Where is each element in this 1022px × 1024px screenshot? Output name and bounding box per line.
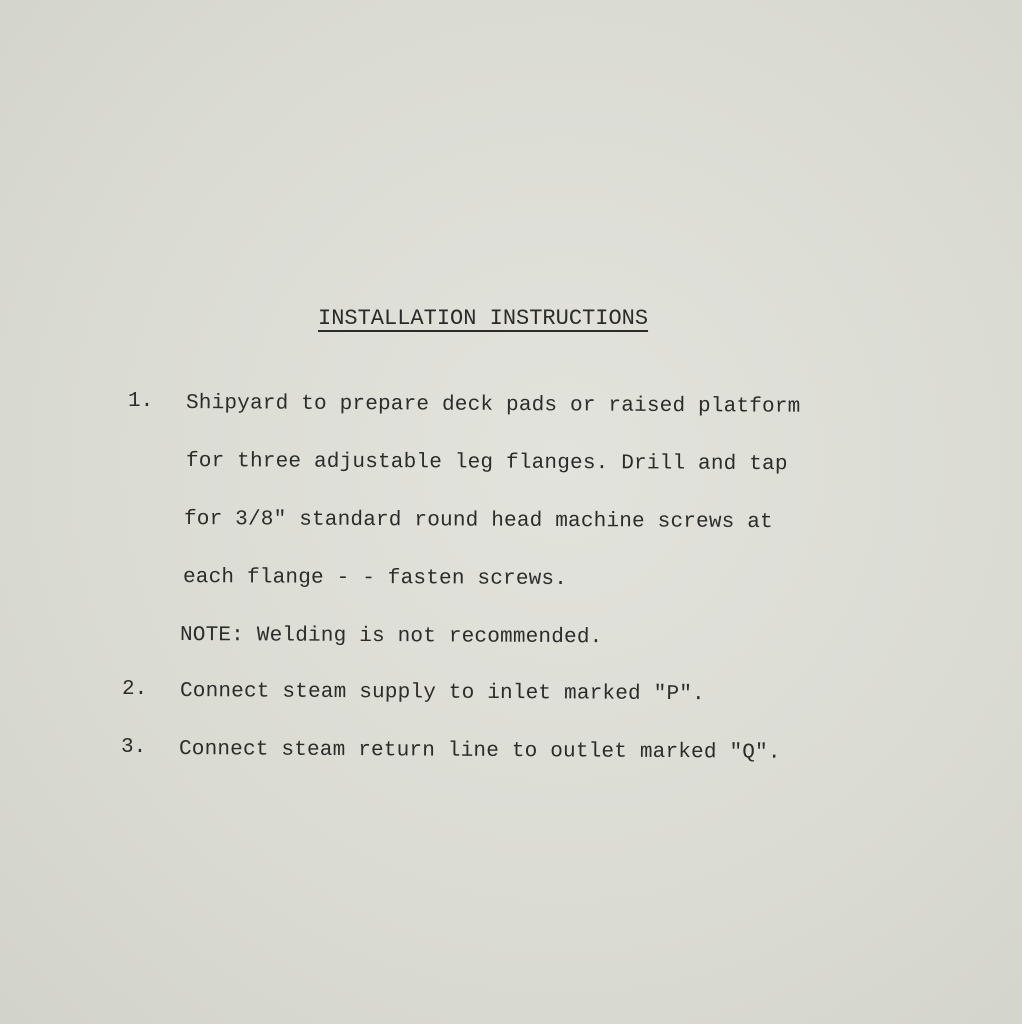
item-number-1: 1. <box>128 390 154 413</box>
item-3-line-1: Connect steam return line to outlet marked "Q". <box>178 738 781 765</box>
item-number-2: 2. <box>122 678 148 701</box>
item-1-line-3: for 3/8" standard round head machine screws at <box>183 508 773 535</box>
item-number-3: 3. <box>121 736 147 759</box>
item-1-line-4: each flange - - fasten screws. <box>182 566 568 592</box>
item-2-line-1: Connect steam supply to inlet marked "P". <box>179 680 705 707</box>
page-title: INSTALLATION INSTRUCTIONS <box>318 306 649 331</box>
item-1-line-1: Shipyard to prepare deck pads or raised platform <box>185 392 801 419</box>
item-1-note: NOTE: Welding is not recommended. <box>179 624 603 650</box>
item-1-line-2: for three adjustable leg flanges. Drill and tap <box>185 450 788 477</box>
